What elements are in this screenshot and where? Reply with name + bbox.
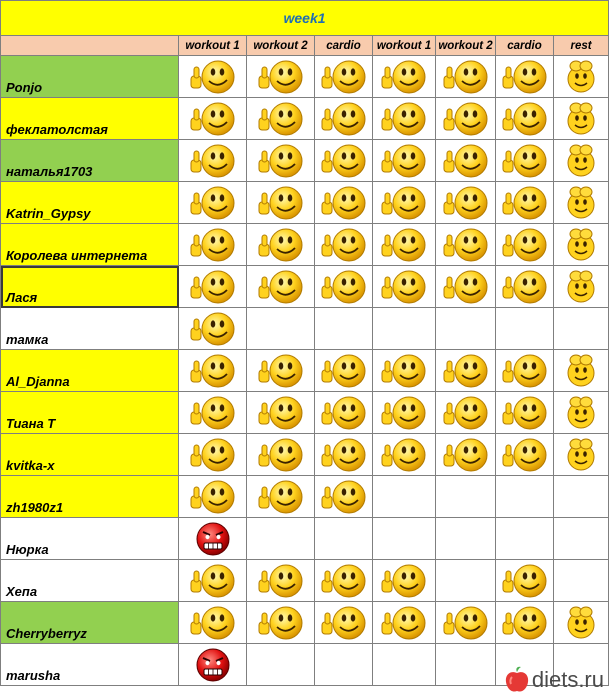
thumbs-up-smiley-icon [188,437,238,473]
mark-cell[interactable] [496,350,554,392]
thumbs-up-smiley-icon [188,101,238,137]
clapping-smiley-icon [564,605,598,641]
mark-cell[interactable] [436,518,496,560]
mark-cell[interactable] [315,182,373,224]
mark-cell[interactable] [179,392,247,434]
thumbs-up-smiley-icon [500,437,550,473]
thumbs-up-smiley-icon [441,437,491,473]
mark-cell[interactable] [373,602,436,644]
mark-cell[interactable] [315,350,373,392]
participant-name[interactable]: Al_Djanna [1,350,179,392]
participant-name[interactable]: Ponjo [1,56,179,98]
thumbs-up-smiley-icon [379,395,429,431]
thumbs-up-smiley-icon [500,395,550,431]
mark-cell[interactable] [496,434,554,476]
thumbs-up-smiley-icon [500,185,550,221]
thumbs-up-smiley-icon [319,59,369,95]
mark-cell[interactable] [436,434,496,476]
mark-cell[interactable] [436,224,496,266]
mark-cell[interactable] [315,392,373,434]
mark-cell[interactable] [436,602,496,644]
mark-cell[interactable] [247,644,315,686]
mark-cell[interactable] [179,476,247,518]
mark-cell[interactable] [315,266,373,308]
thumbs-up-smiley-icon [188,185,238,221]
participant-name[interactable]: феклатолстая [1,98,179,140]
thumbs-up-smiley-icon [319,185,369,221]
mark-cell[interactable] [436,560,496,602]
thumbs-up-smiley-icon [188,605,238,641]
thumbs-up-smiley-icon [256,395,306,431]
mark-cell[interactable] [436,140,496,182]
table-row [1,140,609,182]
column-header-workout-2: workout 2 [247,36,315,56]
thumbs-up-smiley-icon [379,353,429,389]
table-row [1,476,609,518]
mark-cell[interactable] [315,308,373,350]
thumbs-up-smiley-icon [441,269,491,305]
mark-cell[interactable] [373,98,436,140]
clapping-smiley-icon [564,143,598,179]
mark-cell[interactable] [247,308,315,350]
thumbs-up-smiley-icon [379,185,429,221]
table-row [1,518,609,560]
mark-cell[interactable] [247,182,315,224]
mark-cell[interactable] [315,476,373,518]
watermark-text: diets.ru [531,667,604,692]
apple-logo-icon [504,666,530,694]
mark-cell[interactable] [179,140,247,182]
column-header-workout-1: workout 1 [179,36,247,56]
mark-cell[interactable] [373,644,436,686]
mark-cell[interactable] [373,560,436,602]
mark-cell[interactable] [554,434,609,476]
mark-cell[interactable] [554,392,609,434]
participant-name[interactable]: тамка [1,308,179,350]
mark-cell[interactable] [496,392,554,434]
mark-cell[interactable] [247,98,315,140]
thumbs-up-smiley-icon [379,59,429,95]
angry-smiley-icon [195,521,231,557]
mark-cell[interactable] [179,182,247,224]
mark-cell[interactable] [436,266,496,308]
thumbs-up-smiley-icon [379,563,429,599]
thumbs-up-smiley-icon [441,353,491,389]
thumbs-up-smiley-icon [256,269,306,305]
mark-cell[interactable] [247,224,315,266]
clapping-smiley-icon [564,269,598,305]
table-row [1,434,609,476]
mark-cell[interactable] [373,350,436,392]
participant-name[interactable]: kvitka-x [1,434,179,476]
participants-body [1,56,609,686]
participant-name[interactable]: Хепа [1,560,179,602]
mark-cell[interactable] [496,56,554,98]
thumbs-up-smiley-icon [256,563,306,599]
mark-cell[interactable] [496,182,554,224]
mark-cell[interactable] [179,434,247,476]
thumbs-up-smiley-icon [319,101,369,137]
mark-cell[interactable] [436,182,496,224]
week-title: week1 [1,1,609,36]
table-row [1,56,609,98]
mark-cell[interactable] [496,518,554,560]
thumbs-up-smiley-icon [319,269,369,305]
mark-cell[interactable] [315,560,373,602]
mark-cell[interactable] [373,518,436,560]
mark-cell[interactable] [247,602,315,644]
thumbs-up-smiley-icon [441,101,491,137]
mark-cell[interactable] [496,476,554,518]
mark-cell[interactable] [315,434,373,476]
thumbs-up-smiley-icon [188,395,238,431]
mark-cell[interactable] [179,266,247,308]
thumbs-up-smiley-icon [188,353,238,389]
mark-cell[interactable] [315,140,373,182]
mark-cell[interactable] [247,266,315,308]
thumbs-up-smiley-icon [188,269,238,305]
mark-cell[interactable] [373,308,436,350]
mark-cell[interactable] [315,518,373,560]
mark-cell[interactable] [496,308,554,350]
mark-cell[interactable] [315,224,373,266]
thumbs-up-smiley-icon [500,353,550,389]
mark-cell[interactable] [247,476,315,518]
mark-cell[interactable] [436,350,496,392]
thumbs-up-smiley-icon [188,143,238,179]
thumbs-up-smiley-icon [188,563,238,599]
column-header-workout-2-second: workout 2 [436,36,496,56]
thumbs-up-smiley-icon [441,395,491,431]
table-row [1,182,609,224]
thumbs-up-smiley-icon [319,437,369,473]
thumbs-up-smiley-icon [500,563,550,599]
thumbs-up-smiley-icon [441,605,491,641]
table-row [1,98,609,140]
mark-cell[interactable] [554,98,609,140]
mark-cell[interactable] [554,224,609,266]
mark-cell[interactable] [315,602,373,644]
thumbs-up-smiley-icon [441,185,491,221]
mark-cell[interactable] [373,140,436,182]
column-header-rest: rest [554,36,609,56]
thumbs-up-smiley-icon [500,101,550,137]
mark-cell[interactable] [496,266,554,308]
participant-name[interactable]: Katrin_Gypsy [1,182,179,224]
thumbs-up-smiley-icon [500,269,550,305]
mark-cell[interactable] [179,56,247,98]
mark-cell[interactable] [315,56,373,98]
table-row [1,602,609,644]
thumbs-up-smiley-icon [319,227,369,263]
mark-cell[interactable] [554,56,609,98]
angry-smiley-icon [195,647,231,683]
thumbs-up-smiley-icon [379,269,429,305]
clapping-smiley-icon [564,437,598,473]
thumbs-up-smiley-icon [188,479,238,515]
mark-cell[interactable] [496,98,554,140]
mark-cell[interactable] [436,644,496,686]
table-row [1,308,609,350]
table-row [1,266,609,308]
mark-cell[interactable] [436,392,496,434]
thumbs-up-smiley-icon [319,605,369,641]
mark-cell[interactable] [554,602,609,644]
mark-cell[interactable] [373,434,436,476]
clapping-smiley-icon [564,227,598,263]
thumbs-up-smiley-icon [379,227,429,263]
mark-cell[interactable] [373,476,436,518]
mark-cell[interactable] [373,392,436,434]
thumbs-up-smiley-icon [319,353,369,389]
thumbs-up-smiley-icon [500,605,550,641]
clapping-smiley-icon [564,185,598,221]
mark-cell[interactable] [436,98,496,140]
thumbs-up-smiley-icon [319,143,369,179]
thumbs-up-smiley-icon [256,143,306,179]
thumbs-up-smiley-icon [256,101,306,137]
participant-name[interactable]: Cherryberryz [1,602,179,644]
mark-cell[interactable] [247,518,315,560]
table-row [1,560,609,602]
mark-cell[interactable] [554,182,609,224]
mark-cell[interactable] [496,560,554,602]
mark-cell[interactable] [247,56,315,98]
clapping-smiley-icon [564,59,598,95]
watermark [504,666,604,694]
mark-cell[interactable] [554,560,609,602]
thumbs-up-smiley-icon [319,395,369,431]
mark-cell[interactable] [496,602,554,644]
mark-cell[interactable] [373,224,436,266]
mark-cell[interactable] [436,56,496,98]
mark-cell[interactable] [179,308,247,350]
participant-name[interactable]: Королева интернета [1,224,179,266]
mark-cell[interactable] [179,560,247,602]
thumbs-up-smiley-icon [256,479,306,515]
column-header-cardio-second: cardio [496,36,554,56]
thumbs-up-smiley-icon [441,59,491,95]
thumbs-up-smiley-icon [319,479,369,515]
mark-cell[interactable] [554,140,609,182]
mark-cell[interactable] [315,644,373,686]
mark-cell[interactable] [179,224,247,266]
thumbs-up-smiley-icon [256,59,306,95]
thumbs-up-smiley-icon [256,227,306,263]
table-row [1,224,609,266]
participant-name[interactable]: Нюрка [1,518,179,560]
mark-cell[interactable] [554,476,609,518]
mark-cell[interactable] [179,350,247,392]
participant-name[interactable]: наталья1703 [1,140,179,182]
mark-cell[interactable] [247,392,315,434]
clapping-smiley-icon [564,101,598,137]
thumbs-up-smiley-icon [441,143,491,179]
thumbs-up-smiley-icon [256,353,306,389]
thumbs-up-smiley-icon [256,437,306,473]
mark-cell[interactable] [496,140,554,182]
table-row [1,392,609,434]
thumbs-up-smiley-icon [379,605,429,641]
column-header-workout-1-second: workout 1 [373,36,436,56]
thumbs-up-smiley-icon [379,101,429,137]
mark-cell[interactable] [373,182,436,224]
column-header-cardio: cardio [315,36,373,56]
thumbs-up-smiley-icon [500,227,550,263]
thumbs-up-smiley-icon [256,605,306,641]
mark-cell[interactable] [315,98,373,140]
thumbs-up-smiley-icon [319,563,369,599]
mark-cell[interactable] [554,518,609,560]
participant-name[interactable]: Лася [1,266,179,308]
thumbs-up-smiley-icon [188,59,238,95]
thumbs-up-smiley-icon [500,143,550,179]
clapping-smiley-icon [564,353,598,389]
thumbs-up-smiley-icon [256,185,306,221]
participant-name[interactable]: Тиана Т [1,392,179,434]
mark-cell[interactable] [247,434,315,476]
mark-cell[interactable] [247,560,315,602]
thumbs-up-smiley-icon [188,311,238,347]
thumbs-up-smiley-icon [500,59,550,95]
mark-cell[interactable] [373,56,436,98]
mark-cell[interactable] [247,140,315,182]
mark-cell[interactable] [496,224,554,266]
mark-cell[interactable] [373,266,436,308]
mark-cell[interactable] [554,350,609,392]
header-corner-cell [1,36,179,56]
mark-cell[interactable] [554,308,609,350]
thumbs-up-smiley-icon [379,437,429,473]
thumbs-up-smiley-icon [379,143,429,179]
clapping-smiley-icon [564,395,598,431]
mark-cell[interactable] [554,266,609,308]
mark-cell[interactable] [179,602,247,644]
mark-cell[interactable] [179,98,247,140]
participant-name[interactable]: marusha [1,644,179,686]
thumbs-up-smiley-icon [441,227,491,263]
thumbs-up-smiley-icon [188,227,238,263]
mark-cell[interactable] [436,476,496,518]
participant-name[interactable]: zh1980z1 [1,476,179,518]
mark-cell[interactable] [179,518,247,560]
table-row [1,350,609,392]
mark-cell[interactable] [179,644,247,686]
mark-cell[interactable] [247,350,315,392]
mark-cell[interactable] [436,308,496,350]
